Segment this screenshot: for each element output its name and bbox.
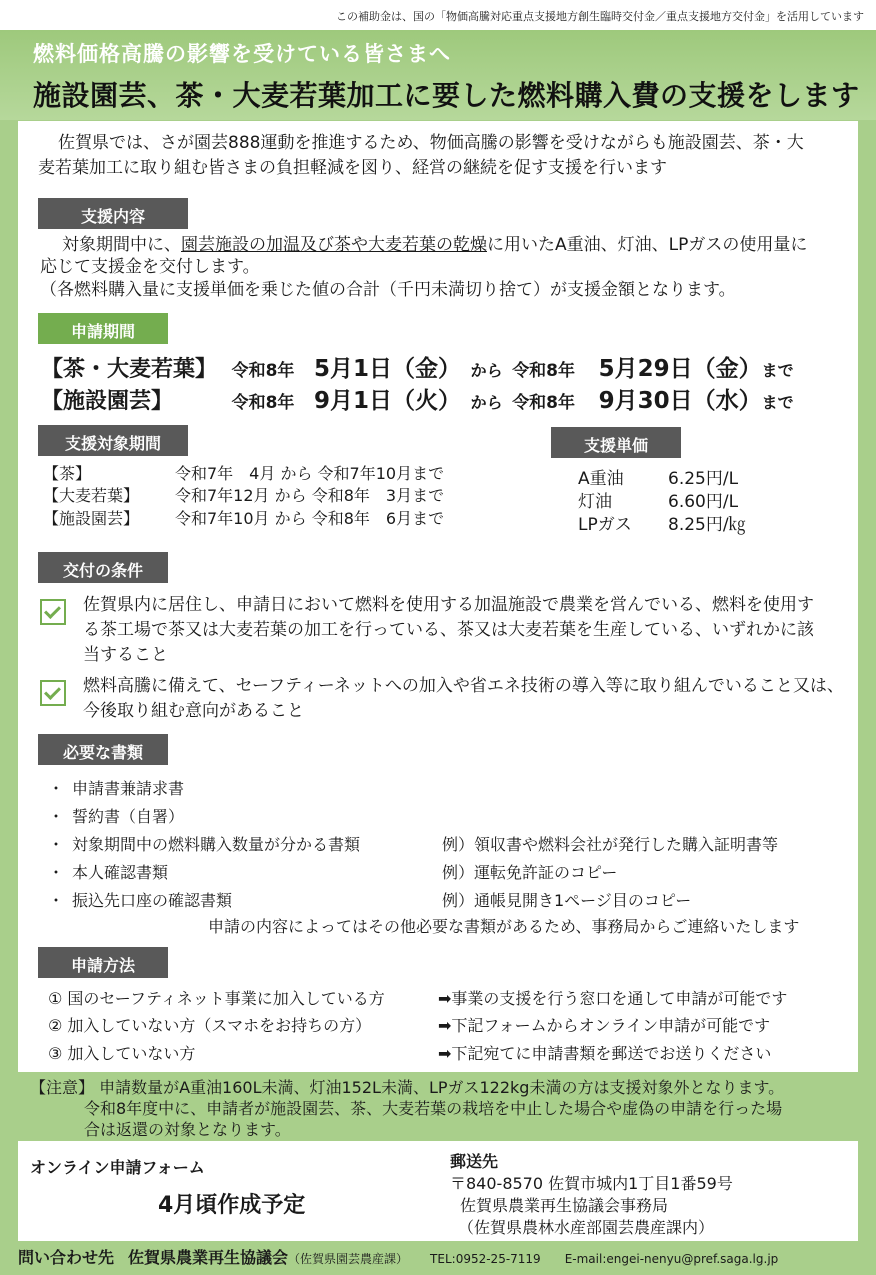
period-era-end: 令和8年 — [512, 361, 576, 381]
price-value: 6.25円/L — [668, 469, 739, 489]
target-row — [43, 463, 444, 485]
subtitle: 燃料価格高騰の影響を受けている皆さまへ — [33, 42, 451, 66]
target-period: 令和7年10月 から 令和8年 6月まで — [175, 509, 445, 528]
document-name: 対象期間中の燃料購入数量が分かる書類 — [72, 835, 361, 854]
document-item — [48, 888, 691, 911]
document-example: 例）領収書や燃料会社が発行した購入証明書等 — [442, 835, 779, 854]
mail-dept: （佐賀県農林水産部園芸農産課内） — [458, 1218, 715, 1237]
caution-line-2: 令和8年度中に、申請者が施設園芸、茶、大麦若葉の栽培を中止した場合や虚偽の申請を行った場 — [84, 1099, 783, 1118]
method-who: ② 加入していない方（スマホをお持ちの方） — [48, 1016, 372, 1035]
condition-item — [40, 593, 850, 669]
document-name: 申請書兼請求書 — [72, 779, 185, 798]
period-start-date: 9月1日（火） — [314, 388, 462, 414]
footer — [18, 1245, 868, 1268]
intro-line-2: 麦若葉加工に取り組む皆さまの負担軽減を図り、経営の継続を促す支援を行います — [38, 158, 667, 178]
contact-tel: TEL:0952-25-7119 — [430, 1252, 541, 1266]
method-how: ➡下記宛てに申請書類を郵送でお送りください — [438, 1044, 772, 1063]
bullet: ・ — [48, 807, 65, 826]
period-end-date: 5月29日（金） — [598, 356, 762, 382]
target-crop: 【施設園芸】 — [43, 509, 140, 528]
section-label-documents: 必要な書類 — [38, 734, 168, 765]
period-era-end: 令和8年 — [512, 393, 576, 413]
mail-title: 郵送先 — [450, 1152, 499, 1171]
contact-org: 佐賀県農業再生協議会 — [128, 1248, 289, 1267]
contact-email[interactable]: E-mail:engei-nenyu@pref.saga.lg.jp — [564, 1252, 779, 1266]
support-line-1 — [62, 234, 807, 256]
document-name: 振込先口座の確認書類 — [72, 891, 233, 910]
condition-line: 当すること — [83, 645, 168, 665]
document-item — [48, 832, 778, 855]
method-how: ➡事業の支援を行う窓口を通して申請が可能です — [438, 989, 788, 1008]
mail-org: 佐賀県農業再生協議会事務局 — [460, 1196, 669, 1215]
target-row — [43, 485, 444, 507]
method-item — [48, 986, 787, 1009]
condition-line: 今後取り組む意向があること — [83, 701, 304, 721]
online-form-title: オンライン申請フォーム — [30, 1158, 205, 1177]
period-until: まで — [761, 393, 794, 412]
period-crop: 【施設園芸】 — [41, 389, 174, 414]
period-until: まで — [761, 361, 794, 380]
intro-text — [38, 131, 848, 181]
support-underlined: 園芸施設の加温及び茶や大麦若葉の乾燥 — [181, 235, 487, 255]
document-example: 例）通帳見開き1ページ目のコピー — [442, 891, 692, 910]
mail-address-block — [450, 1173, 733, 1239]
document-example: 例）運転免許証のコピー — [442, 863, 618, 882]
method-who: ① 国のセーフティネット事業に加入している方 — [48, 989, 385, 1008]
support-post: に用いたA重油、灯油、LPガスの使用量に — [487, 235, 808, 255]
period-from: から — [470, 393, 503, 412]
support-pre: 対象期間中に、 — [62, 235, 181, 255]
document-name: 誓約書（自署） — [72, 807, 185, 826]
bullet: ・ — [48, 863, 65, 882]
contact-panel — [18, 1141, 858, 1241]
section-label-unit-price: 支援単価 — [551, 427, 681, 458]
target-row — [43, 508, 444, 530]
period-crop: 【茶・大麦若葉】 — [41, 357, 218, 382]
price-row — [578, 491, 738, 514]
method-who: ③ 加入していない方 — [48, 1044, 196, 1063]
caution-line-1: 【注意】 申請数量がA重油160L未満、灯油152L未満、LPガス122kg未満の方は支援対象外となります。 — [30, 1078, 785, 1097]
period-era-start: 令和8年 — [231, 393, 295, 413]
bullet: ・ — [48, 891, 65, 910]
caution-note — [30, 1077, 860, 1140]
top-note: この補助金は、国の「物価高騰対応重点支援地方創生臨時交付金／重点支援地方交付金」を活用しています — [0, 0, 876, 30]
period-row-tea — [41, 350, 794, 383]
price-row — [578, 468, 738, 491]
condition-item — [40, 674, 850, 726]
target-period: 令和7年12月 から 令和8年 3月まで — [175, 486, 445, 505]
price-fuel: A重油 — [578, 469, 624, 489]
condition-line: 佐賀県内に居住し、申請日において燃料を使用する加温施設で農業を営んでいる、燃料を使用す — [83, 595, 814, 615]
period-start-date: 5月1日（金） — [314, 356, 462, 382]
contact-org-sub: （佐賀県園芸農産課） — [288, 1252, 409, 1266]
section-label-application-period: 申請期間 — [38, 313, 168, 344]
contact-label: 問い合わせ先 — [18, 1248, 115, 1267]
documents-note: 申請の内容によってはその他必要な書類があるため、事務局からご連絡いたします — [208, 917, 800, 936]
method-item — [48, 1041, 771, 1064]
document-item — [48, 776, 442, 799]
section-label-support: 支援内容 — [38, 198, 188, 229]
target-period: 令和7年 4月 から 令和7年10月まで — [175, 464, 445, 483]
price-value: 6.60円/L — [668, 492, 739, 512]
bullet: ・ — [48, 779, 65, 798]
period-era-start: 令和8年 — [231, 361, 295, 381]
condition-text — [83, 674, 853, 724]
caution-line-3: 合は返還の対象となります。 — [84, 1120, 291, 1139]
section-label-method: 申請方法 — [38, 947, 168, 978]
period-end-date: 9月30日（水） — [598, 388, 762, 414]
main-panel — [18, 121, 858, 1072]
condition-text — [83, 593, 853, 668]
support-line-2: 応じて支援金を交付します。 — [40, 257, 260, 277]
online-form-status: 4月頃作成予定 — [158, 1193, 306, 1218]
support-line-3: （各燃料購入量に支援単価を乗じた値の合計（千円未満切り捨て）が支援金額となります。 — [40, 280, 736, 300]
header-band — [0, 30, 876, 120]
price-fuel: 灯油 — [578, 492, 612, 512]
price-fuel: LPガス — [578, 515, 632, 535]
document-item — [48, 804, 442, 827]
section-label-conditions: 交付の条件 — [38, 552, 168, 583]
intro-line-1: 佐賀県では、さが園芸888運動を推進するため、物価高騰の影響を受けながらも施設園芸、茶・大 — [58, 133, 804, 153]
target-crop: 【大麦若葉】 — [43, 486, 140, 505]
page-title: 施設園芸、茶・大麦若葉加工に要した燃料購入費の支援をします — [33, 79, 860, 112]
section-label-target-period: 支援対象期間 — [38, 425, 188, 456]
mail-address: 〒840-8570 佐賀市城内1丁目1番59号 — [450, 1174, 733, 1193]
price-value: 8.25円/㎏ — [668, 515, 746, 535]
period-from: から — [470, 361, 503, 380]
condition-line: 燃料高騰に備えて、セーフティーネットへの加入や省エネ技術の導入等に取り組んでいること又は、 — [83, 676, 844, 696]
document-name: 本人確認書類 — [72, 863, 169, 882]
method-item — [48, 1013, 770, 1036]
period-row-greenhouse — [41, 382, 794, 415]
checkbox-icon — [40, 599, 66, 625]
check-mark-icon — [44, 683, 61, 700]
condition-line: る茶工場で茶又は大麦若葉の加工を行っている、茶又は大麦若葉を生産している、いずれかに該 — [83, 620, 814, 640]
check-mark-icon — [44, 602, 61, 619]
price-row — [578, 514, 746, 537]
document-item — [48, 860, 617, 883]
target-crop: 【茶】 — [43, 464, 92, 483]
method-how: ➡下記フォームからオンライン申請が可能です — [438, 1016, 771, 1035]
bullet: ・ — [48, 835, 65, 854]
checkbox-icon — [40, 680, 66, 706]
